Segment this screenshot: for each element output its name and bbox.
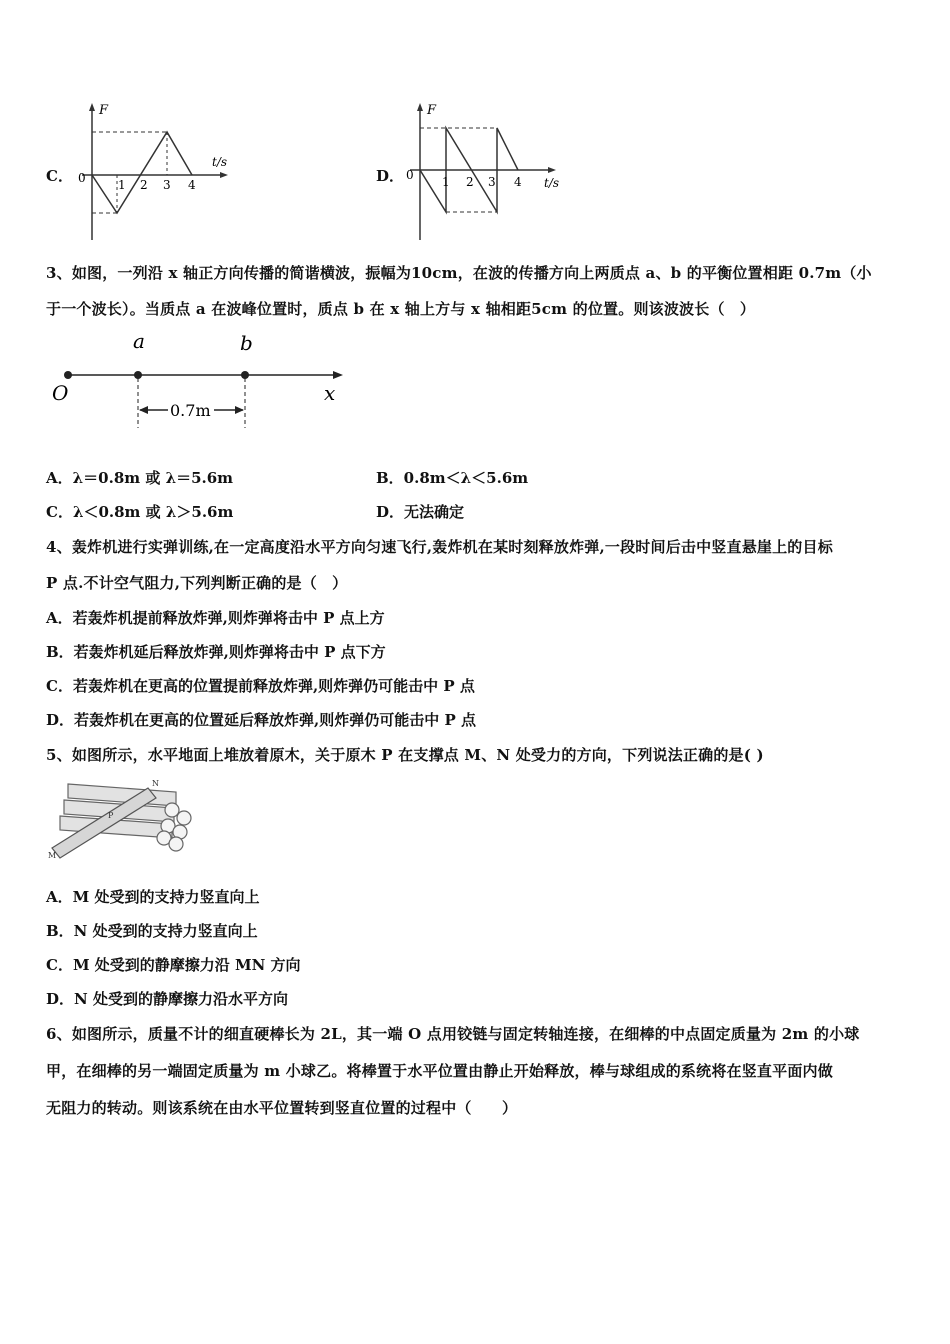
q4-option-b[interactable]: B．若轰炸机延后释放炸弹,则炸弹将击中 P 点下方 [46, 643, 386, 661]
q5-text-line1: 5、如图所示，水平地面上堆放着原木，关于原木 P 在支撑点 M、N 处受力的方向，下列说法正确的是( ) [46, 746, 764, 764]
q3-option-c[interactable]: C．λ＜0.8m 或 λ＞5.6m [46, 503, 234, 521]
q6-text-line1: 6、如图所示，质量不计的细直硬棒长为 2L，其一端 O 点用铰链与固定转轴连接，在细棒的中点固定质量为 2m 的小球 [46, 1025, 860, 1043]
q4-option-c[interactable]: C．若轰炸机在更高的位置提前释放炸弹,则炸弹仍可能击中 P 点 [46, 677, 475, 695]
q5-logs-figure [46, 772, 206, 864]
label-x: x [324, 381, 336, 405]
force-curve [92, 132, 192, 213]
t-axis-label: t/s [212, 155, 228, 169]
q3-option-a[interactable]: A．λ＝0.8m 或 λ＝5.6m [46, 469, 234, 487]
log-end-1 [165, 803, 179, 817]
t-axis-label: t/s [544, 176, 560, 190]
q4-option-a[interactable]: A．若轰炸机提前释放炸弹,则炸弹将击中 P 点上方 [46, 609, 385, 627]
distance-label: 0.7m [170, 401, 211, 420]
dist-arrow-right [235, 406, 244, 414]
point-a [134, 371, 142, 379]
t-axis-arrow [548, 167, 556, 173]
q5-option-c[interactable]: C．M 处受到的静摩擦力沿 MN 方向 [46, 956, 301, 974]
tick-3: 3 [488, 175, 496, 189]
tick-1: 1 [118, 178, 126, 192]
origin-label: 0 [406, 168, 414, 182]
tick-2: 2 [140, 178, 148, 192]
tick-1: 1 [442, 175, 450, 189]
q6-text-line3: 无阻力的转动。则该系统在由水平位置转到竖直位置的过程中（ ） [46, 1099, 518, 1117]
f-axis-label: F [99, 103, 109, 118]
graph-d [400, 100, 570, 245]
x-axis-arrow [333, 371, 343, 379]
q3-text-line2: 于一个波长）。当质点 a 在波峰位置时，质点 b 在 x 轴上方与 x 轴相距5cm 的位置。则该波波长（ ） [46, 300, 756, 318]
q4-text-line2: P 点.不计空气阻力,下列判断正确的是（ ） [46, 574, 348, 592]
f-axis-label: F [427, 103, 437, 118]
q3-option-b[interactable]: B．0.8m＜λ＜5.6m [376, 469, 529, 487]
tick-3: 3 [163, 178, 171, 192]
dist-arrow-left [139, 406, 148, 414]
label-b: b [240, 331, 253, 355]
tick-4: 4 [188, 178, 196, 192]
log-end-2 [177, 811, 191, 825]
label-o: O [52, 381, 69, 405]
q3-option-d[interactable]: D．无法确定 [376, 503, 465, 521]
origin-label: 0 [78, 171, 86, 185]
option-c-label: C． [46, 167, 73, 185]
option-d-label: D． [376, 167, 405, 185]
q4-option-d[interactable]: D．若轰炸机在更高的位置延后释放炸弹,则炸弹仍可能击中 P 点 [46, 711, 476, 729]
q3-text-line1: 3、如图，一列沿 x 轴正方向传播的简谐横波，振幅为10cm，在波的传播方向上两质点 a、b 的平衡位置相距 0.7m（小 [46, 264, 872, 282]
graph-c [72, 100, 242, 245]
q6-text-line2: 甲，在细棒的另一端固定质量为 m 小球乙。将棒置于水平位置由静止开始释放，棒与球组成的系统将在竖直平面内做 [46, 1062, 833, 1080]
q5-option-a[interactable]: A．M 处受到的支持力竖直向上 [46, 888, 260, 906]
point-b [241, 371, 249, 379]
label-a: a [133, 329, 145, 353]
f-axis-arrow [89, 103, 95, 111]
q5-option-d[interactable]: D．N 处受到的静摩擦力沿水平方向 [46, 990, 288, 1008]
tick-2: 2 [466, 175, 474, 189]
label-p: P [108, 811, 114, 820]
q5-option-b[interactable]: B．N 处受到的支持力竖直向上 [46, 922, 258, 940]
q3-wave-figure [46, 328, 356, 433]
label-m: M [48, 851, 57, 860]
label-n: N [152, 779, 159, 788]
q4-text-line1: 4、轰炸机进行实弹训练,在一定高度沿水平方向匀速飞行,轰炸机在某时刻释放炸弹,一段时间后击中竖直悬崖上的目标 [46, 538, 833, 556]
tick-4: 4 [514, 175, 522, 189]
point-o [64, 371, 72, 379]
f-axis-arrow [417, 103, 423, 111]
log-end-6 [169, 837, 183, 851]
t-axis-arrow [220, 172, 228, 178]
